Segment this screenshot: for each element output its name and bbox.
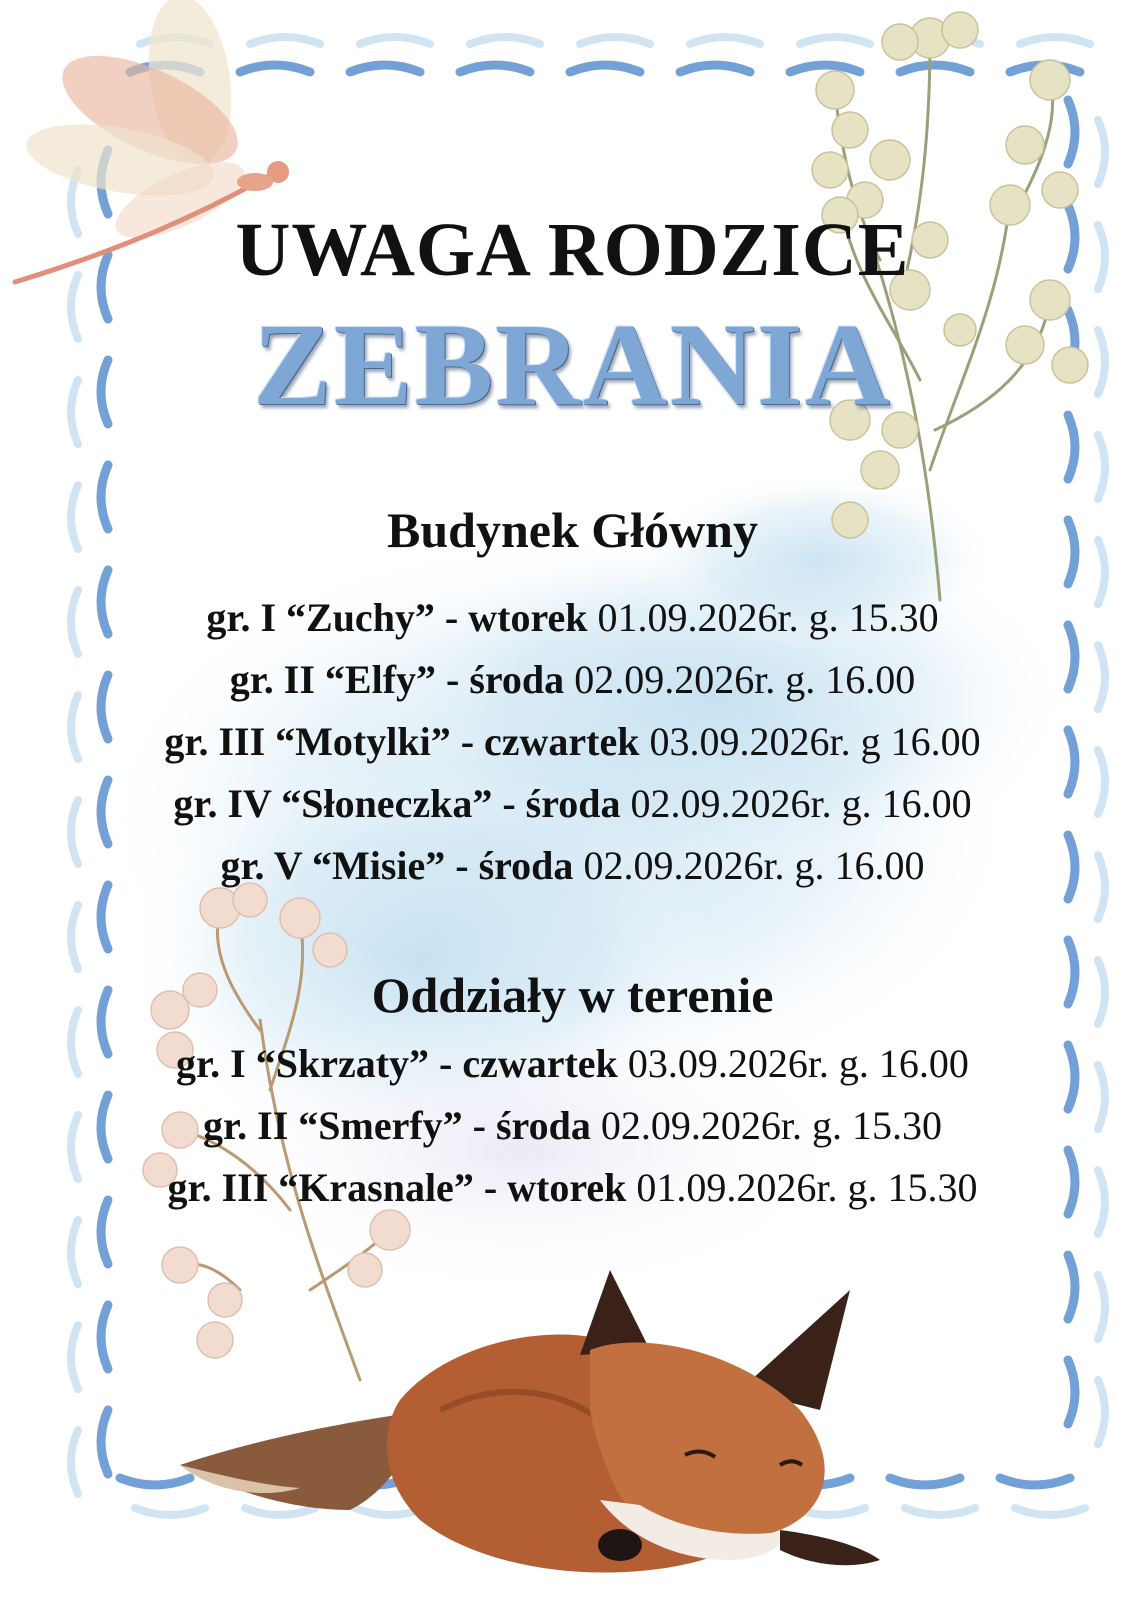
section-heading-branches: Oddziały w terenie [371,967,774,1023]
schedule-row: gr. I “Skrzaty” - czwartek 03.09.2026r. g. 16.00 [176,1041,969,1086]
schedule-row: gr. III “Krasnale” - wtorek 01.09.2026r. g. 15.30 [167,1165,978,1210]
fox-illustration [180,1260,900,1600]
schedule-row: gr. II “Smerfy” - środa 02.09.2026r. g. 15.30 [203,1103,942,1148]
schedule-row: gr. IV “Słoneczka” - środa 02.09.2026r. g. 16.00 [173,781,972,826]
section-heading-main-building: Budynek Główny [387,502,758,558]
page-subtitle: ZEBRANIA [253,299,892,430]
schedule-row: gr. I “Zuchy” - wtorek 01.09.2026r. g. 15.30 [206,595,939,640]
schedule-row: gr. II “Elfy” - środa 02.09.2026r. g. 16.00 [229,657,916,702]
schedule-row: gr. V “Misie” - środa 02.09.2026r. g. 16.00 [220,843,925,888]
page-title: UWAGA RODZICE [235,208,910,292]
schedule-row: gr. III “Motylki” - czwartek 03.09.2026r. g 16.00 [164,719,981,764]
